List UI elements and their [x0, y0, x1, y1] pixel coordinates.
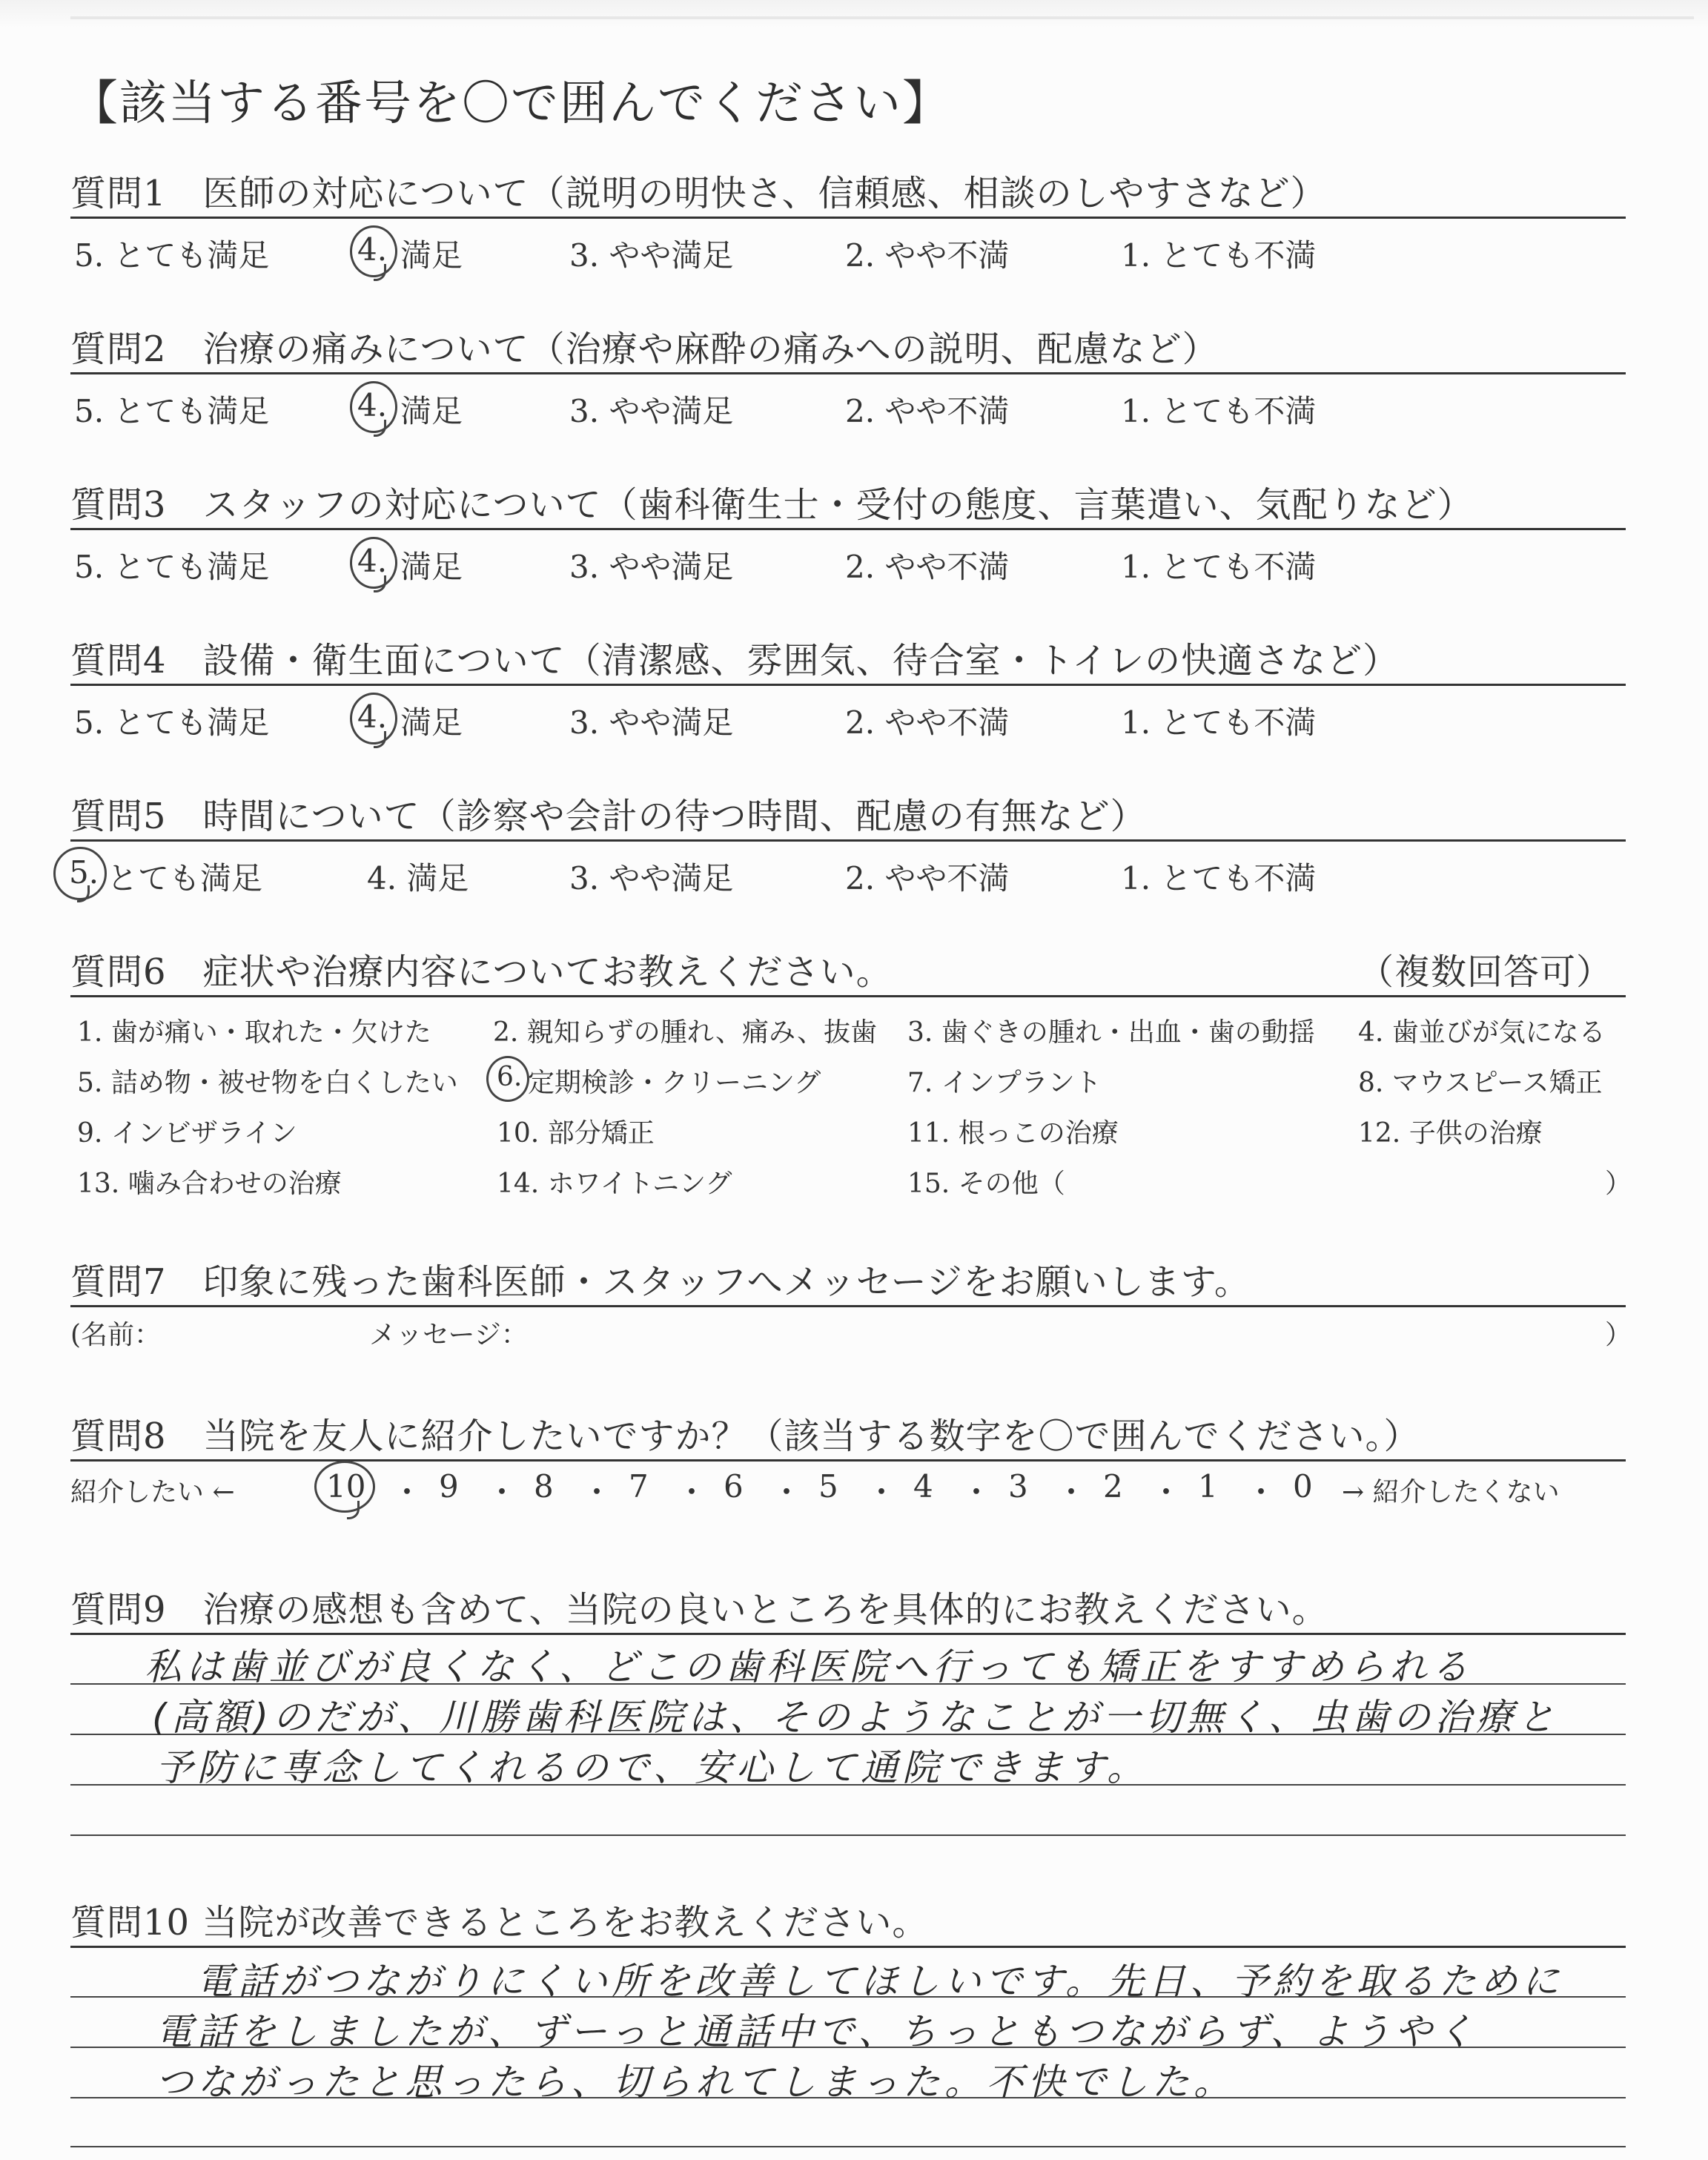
q8-score-5[interactable]: 5	[818, 1468, 838, 1505]
q8-score-8[interactable]: 8	[534, 1468, 554, 1505]
q6-option-6-num[interactable]: 6.	[497, 1062, 523, 1092]
q3-opt5[interactable]: 5. とても満足	[74, 549, 270, 585]
q3-opt2[interactable]: 2. やや不満	[845, 549, 1010, 585]
q8-score-2[interactable]: 2	[1103, 1468, 1123, 1505]
page-title: 【該当する番号を〇で囲んでください】	[70, 76, 951, 131]
q6-option-3[interactable]: 3. 歯ぐきの腫れ・出血・歯の動揺	[907, 1017, 1315, 1048]
q1-opt3[interactable]: 3. やや満足	[569, 237, 734, 274]
q8-selection-circle	[314, 1461, 375, 1513]
scan-top-edge	[70, 16, 1694, 19]
q9-handwritten-line-3: 予防に専念してくれるので、安心して通院できます。	[156, 1746, 1148, 1789]
q8-score-7[interactable]: 7	[629, 1468, 649, 1505]
q4-title: 質問4 設備・衛生面について（清潔感、雰囲気、待合室・トイレの快適さなど）	[70, 640, 1400, 681]
q6-rule	[70, 995, 1626, 997]
q8-score-10[interactable]: 10	[326, 1468, 366, 1505]
q4-opt3[interactable]: 3. やや満足	[569, 704, 734, 741]
q8-score-0[interactable]: 0	[1293, 1468, 1313, 1505]
q6-option-5[interactable]: 5. 詰め物・被せ物を白くしたい	[77, 1068, 458, 1098]
q3-opt4-num[interactable]: 4.	[357, 543, 388, 579]
q5-selection-tail	[77, 885, 90, 902]
q6-option-2[interactable]: 2. 親知らずの腫れ、痛み、抜歯	[493, 1017, 878, 1048]
q6-selection-circle	[486, 1056, 529, 1102]
q4-opt1[interactable]: 1. とても不満	[1121, 704, 1317, 741]
q8-dot-6: ・	[866, 1474, 898, 1510]
q10-rule	[70, 1946, 1626, 1948]
q9-handwritten-line-2: (高額)のだが、川勝歯科医院は、そのようなことが一切無く、虫歯の治療と	[152, 1696, 1560, 1739]
q4-opt4-num[interactable]: 4.	[357, 698, 388, 735]
q7-name-label: (名前：	[70, 1320, 162, 1350]
q6-option-7[interactable]: 7. インプラント	[907, 1068, 1102, 1098]
q8-score-9[interactable]: 9	[439, 1468, 459, 1505]
q8-dot-3: ・	[581, 1474, 613, 1510]
q6-option-11[interactable]: 11. 根っこの治療	[907, 1118, 1119, 1149]
q1-opt5[interactable]: 5. とても満足	[74, 237, 270, 274]
q3-rule	[70, 528, 1626, 530]
q9-handwritten-line-1: 私は歯並びが良くなく、どこの歯科医院へ行っても矯正をすすめられる	[145, 1645, 1473, 1688]
q1-title: 質問1 医師の対応について（説明の明快さ、信頼感、相談のしやすさなど）	[70, 173, 1327, 214]
q8-dot-1: ・	[391, 1474, 423, 1510]
q7-title: 質問7 印象に残った歯科医師・スタッフへメッセージをお願いします。	[70, 1261, 1251, 1303]
q8-right-label: → 紹介したくない	[1342, 1477, 1560, 1507]
q10-handwritten-line-3: つながったと思ったら、切られてしまった。不快でした。	[156, 2061, 1235, 2104]
q2-opt2[interactable]: 2. やや不満	[845, 393, 1010, 429]
q4-opt2[interactable]: 2. やや不満	[845, 704, 1010, 741]
q6-option-15[interactable]: 15. その他（	[907, 1169, 1065, 1199]
q7-close: ）	[1605, 1320, 1632, 1350]
q5-rule	[70, 839, 1626, 842]
q2-selection-tail	[374, 420, 386, 437]
q5-opt1[interactable]: 1. とても不満	[1121, 860, 1317, 896]
q1-opt4[interactable]: 満足	[400, 237, 463, 274]
q4-selection-tail	[374, 731, 386, 748]
q1-opt4-num[interactable]: 4.	[357, 231, 388, 268]
q3-title: 質問3 スタッフの対応について（歯科衛生士・受付の態度、言葉遣い、気配りなど）	[70, 484, 1474, 526]
q8-selection-tail	[347, 1501, 360, 1519]
q7-rule	[70, 1305, 1626, 1307]
q5-title: 質問5 時間について（診察や会計の待つ時間、配慮の有無など）	[70, 796, 1147, 837]
q8-rule	[70, 1459, 1626, 1462]
q6-option-6[interactable]: 定期検診・クリーニング	[528, 1068, 821, 1098]
q3-opt4[interactable]: 満足	[400, 549, 463, 585]
q7-message-label: メッセージ：	[369, 1320, 528, 1350]
q8-score-6[interactable]: 6	[724, 1468, 744, 1505]
q5-opt2[interactable]: 2. やや不満	[845, 860, 1010, 896]
q3-selection-tail	[374, 575, 386, 592]
q2-opt4[interactable]: 満足	[400, 393, 463, 429]
q3-opt1[interactable]: 1. とても不満	[1121, 549, 1317, 585]
q2-opt5[interactable]: 5. とても満足	[74, 393, 270, 429]
q8-score-3[interactable]: 3	[1008, 1468, 1028, 1505]
q9-title: 質問9 治療の感想も含めて、当院の良いところを具体的にお教えください。	[70, 1589, 1328, 1631]
q5-opt5[interactable]: とても満足	[107, 860, 263, 896]
q8-dot-8: ・	[1056, 1474, 1088, 1510]
q5-opt5-num[interactable]: 5.	[69, 854, 99, 891]
q9-rule	[70, 1633, 1626, 1635]
q8-dot-10: ・	[1245, 1474, 1277, 1510]
q6-option-10[interactable]: 10. 部分矯正	[497, 1118, 655, 1149]
q6-option-13[interactable]: 13. 噛み合わせの治療	[77, 1169, 342, 1199]
q8-dot-5: ・	[771, 1474, 803, 1510]
q1-selection-tail	[374, 264, 386, 281]
q8-left-label: 紹介したい ←	[70, 1477, 235, 1507]
q4-rule	[70, 684, 1626, 686]
q8-dot-9: ・	[1151, 1474, 1182, 1510]
q10-title: 質問10 当院が改善できるところをお教えください。	[70, 1902, 929, 1943]
q3-opt3[interactable]: 3. やや満足	[569, 549, 734, 585]
q5-opt4[interactable]: 4. 満足	[367, 860, 469, 896]
q10-handwritten-line-1: 電話がつながりにくい所を改善してほしいです。先日、予約を取るために	[196, 1960, 1563, 2003]
q6-option-14[interactable]: 14. ホワイトニング	[497, 1169, 732, 1199]
q2-title: 質問2 治療の痛みについて（治療や麻酔の痛みへの説明、配慮など）	[70, 328, 1219, 370]
q6-option-4[interactable]: 4. 歯並びが気になる	[1358, 1017, 1606, 1048]
q1-opt2[interactable]: 2. やや不満	[845, 237, 1010, 274]
q9-answer-line-4	[70, 1834, 1626, 1836]
q6-option-8[interactable]: 8. マウスピース矯正	[1358, 1068, 1603, 1098]
q8-title: 質問8 当院を友人に紹介したいですか？（該当する数字を〇で囲んでください。）	[70, 1416, 1420, 1457]
q8-score-1[interactable]: 1	[1198, 1468, 1218, 1505]
q4-opt5[interactable]: 5. とても満足	[74, 704, 270, 741]
q8-dot-2: ・	[486, 1474, 518, 1510]
q8-dot-7: ・	[961, 1474, 993, 1510]
q2-opt3[interactable]: 3. やや満足	[569, 393, 734, 429]
q1-opt1[interactable]: 1. とても不満	[1121, 237, 1317, 274]
q8-dot-4: ・	[676, 1474, 708, 1510]
q1-rule	[70, 217, 1626, 219]
q4-opt4[interactable]: 満足	[400, 704, 463, 741]
q6-option-15-close: ）	[1605, 1169, 1632, 1199]
q6-title: 質問6 症状や治療内容についてお教えください。	[70, 951, 893, 993]
q2-opt4-num[interactable]: 4.	[357, 387, 388, 423]
q2-rule	[70, 372, 1626, 374]
q10-handwritten-line-2: 電話をしましたが、ずーっと通話中で、ちっともつながらず、ようやく	[156, 2010, 1478, 2053]
q2-opt1[interactable]: 1. とても不満	[1121, 393, 1317, 429]
q6-multi-note: （複数回答可）	[1358, 951, 1613, 993]
q10-answer-line-4	[70, 2146, 1626, 2147]
q8-score-4[interactable]: 4	[913, 1468, 933, 1505]
q6-option-9[interactable]: 9. インビザライン	[77, 1118, 297, 1149]
q6-option-12[interactable]: 12. 子供の治療	[1358, 1118, 1543, 1149]
q5-opt3[interactable]: 3. やや満足	[569, 860, 734, 896]
scan-top-shadow	[0, 0, 1708, 28]
q6-option-1[interactable]: 1. 歯が痛い・取れた・欠けた	[77, 1017, 431, 1048]
